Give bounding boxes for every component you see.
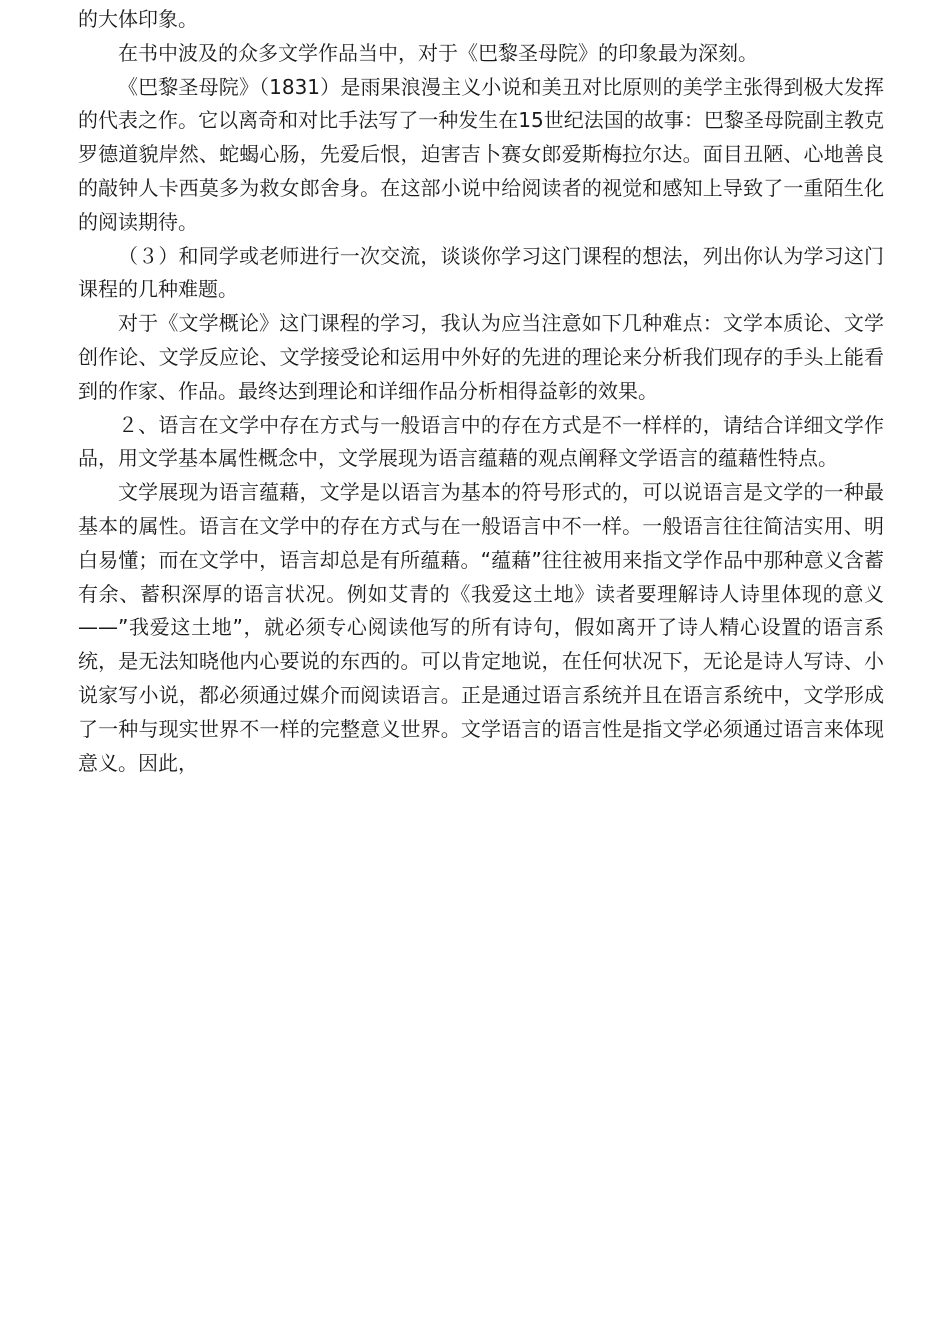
paragraph-question-2: ２、语言在文学中存在方式与一般语言中的存在方式是不一样样的，请结合详细文学作品，用文学基本属性概念中，文学展现为语言蕴藉的观点阐释文学语言的蕴藉性特点。	[78, 412, 884, 471]
paragraph-course-difficulties: 对于《文学概论》这门课程的学习，我认为应当注意如下几种难点：文学本质论、文学创作论、文学反应论、文学接受论和运用中外好的先进的理论来分析我们现存的手头上能看到的作家、作品。最终达到理论和详细作品分析相得益彰的效果。	[78, 311, 884, 403]
paragraph-notre-dame-summary: 《巴黎圣母院》（1831）是雨果浪漫主义小说和美丑对比原则的美学主张得到极大发挥的代表之作。它以离奇和对比手法写了一种发生在15世纪法国的故事：巴黎圣母院副主教克罗德道貌岸然、蛇蝎心肠，先爱后恨，迫害吉卜赛女郎爱斯梅拉尔达。面目丑陋、心地善良的敲钟人卡西莫多为救女郎舍身。在这部小说中给阅读者的视觉和感知上导致了一重陌生化的阅读期待。	[78, 74, 884, 234]
document-page	[78, 0, 884, 780]
paragraph-continuation: 的大体印象。	[78, 7, 198, 31]
paragraph-question-3: （３）和同学或老师进行一次交流，谈谈你学习这门课程的想法，列出你认为学习这门课程的几种难题。	[78, 243, 884, 302]
paragraph-language-implication: 文学展现为语言蕴藉，文学是以语言为基本的符号形式的，可以说语言是文学的一种最基本的属性。语言在文学中的存在方式与在一般语言中不一样。一般语言往往简洁实用、明白易懂；而在文学中，语言却总是有所蕴藉。“蕴藉”往往被用来指文学作品中那种意义含蓄有余、蓄积深厚的语言状况。例如艾青的《我爱这土地》读者要理解诗人诗里体现的意义——”我爱这土地”，就必须专心阅读他写的所有诗句，假如离开了诗人精心设置的语言系统，是无法知晓他内心要说的东西的。可以肯定地说，在任何状况下，无论是诗人写诗、小说家写小说，都必须通过媒介而阅读语言。正是通过语言系统并且在语言系统中，文学形成了一种与现实世界不一样的完整意义世界。文学语言的语言性是指文学必须通过语言来体现意义。因此，	[78, 480, 884, 775]
paragraph-notre-dame-impression: 在书中波及的众多文学作品当中，对于《巴黎圣母院》的印象最为深刻。	[118, 40, 758, 65]
